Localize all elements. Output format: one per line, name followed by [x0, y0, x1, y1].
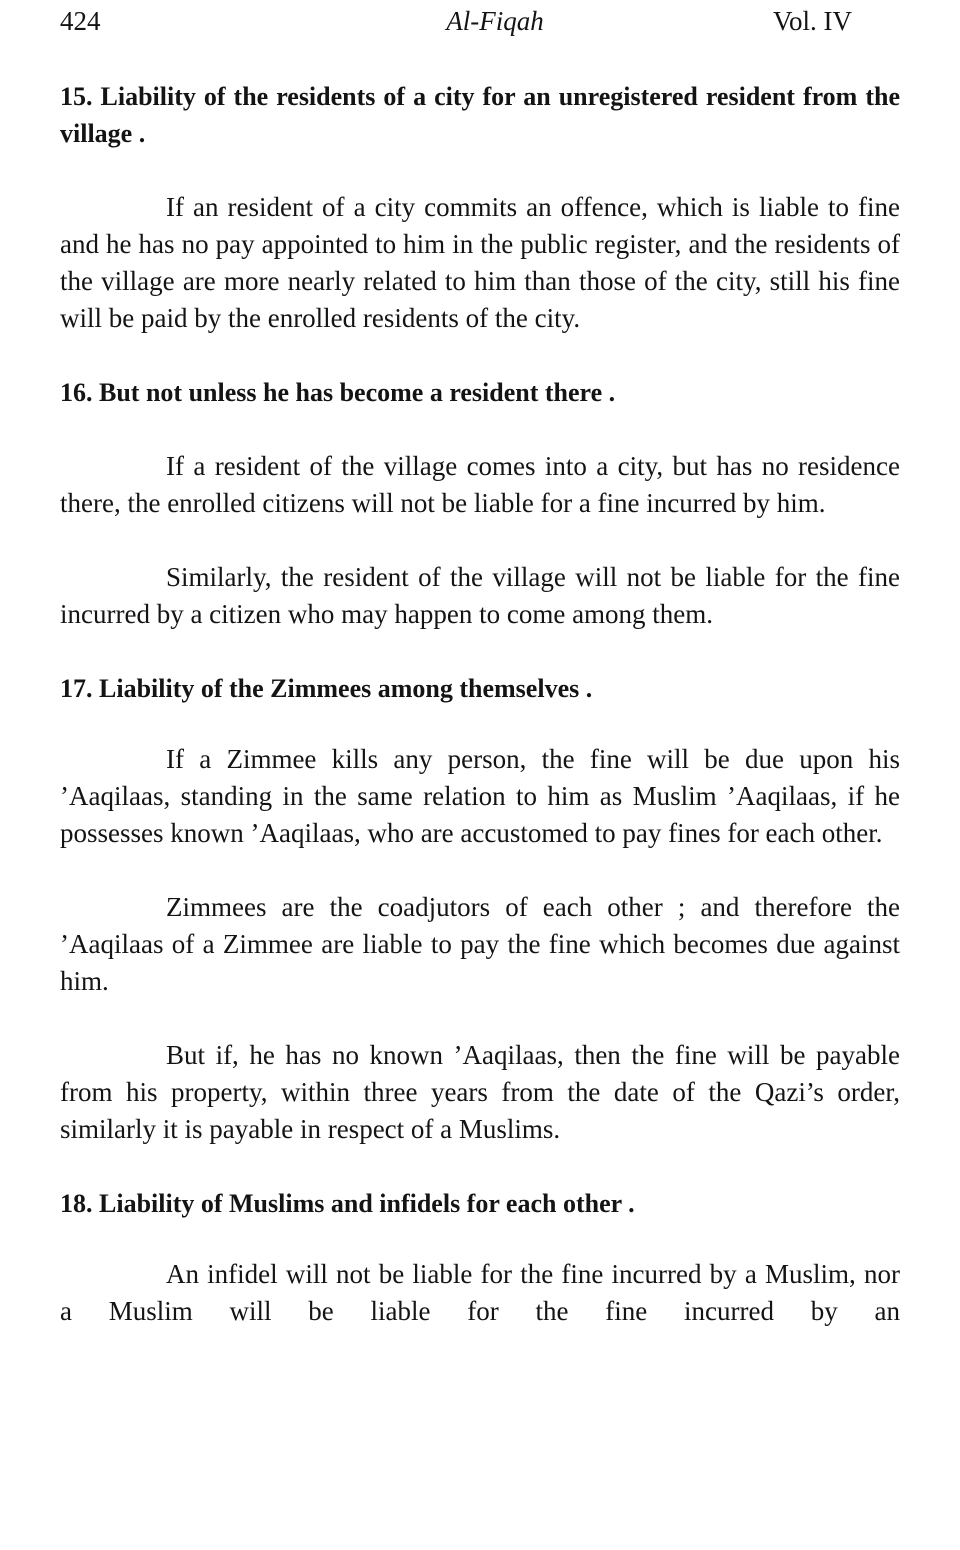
volume-label: Vol. IV — [772, 6, 852, 36]
page-number: 424 — [60, 6, 101, 36]
paragraph: If an resident of a city commits an offence, which is liable to fine and he has no pay appointed to him in the public register, and the residents of the village are more nearly related to him than those of the city, still his fine will be paid by the enrolled residents of the city. — [60, 192, 900, 333]
section-16 — [60, 374, 900, 633]
section-heading: 18. Liability of Muslims and infidels for each other . — [60, 1189, 635, 1218]
paragraph: Zimmees are the coadjutors of each other ; and therefore the ’Aaqilaas of a Zimmee are liable to pay the fine which becomes due against him. — [60, 892, 900, 996]
section-heading: 16. But not unless he has become a resident there . — [60, 378, 616, 407]
book-page — [60, 0, 900, 1330]
book-title: Al-Fiqah — [446, 6, 544, 36]
paragraph: But if, he has no known ’Aaqilaas, then the fine will be payable from his property, within three years from the date of the Qazi’s order, similarly it is payable in respect of a Muslims. — [60, 1040, 900, 1144]
paragraph: Similarly, the resident of the village will not be liable for the fine incurred by a citizen who may happen to come among them. — [60, 562, 900, 629]
section-18 — [60, 1185, 900, 1330]
section-heading: 15. Liability of the residents of a city for an unregistered resident from the village . — [60, 82, 900, 148]
section-17 — [60, 670, 900, 1148]
paragraph: An infidel will not be liable for the fine incurred by a Muslim, nor a Muslim will be liable for the fine incurred by an — [60, 1259, 900, 1326]
running-header — [60, 0, 900, 50]
section-15 — [60, 78, 900, 337]
paragraph: If a resident of the village comes into a city, but has no residence there, the enrolled citizens will not be liable for a fine incurred by him. — [60, 451, 900, 518]
paragraph: If a Zimmee kills any person, the fine will be due upon his ’Aaqilaas, standing in the same relation to him as Muslim ’Aaqilaas, if he possesses known ’Aaqilaas, who are accustomed to pay fines for each other. — [60, 744, 900, 848]
section-heading: 17. Liability of the Zimmees among themselves . — [60, 674, 593, 703]
